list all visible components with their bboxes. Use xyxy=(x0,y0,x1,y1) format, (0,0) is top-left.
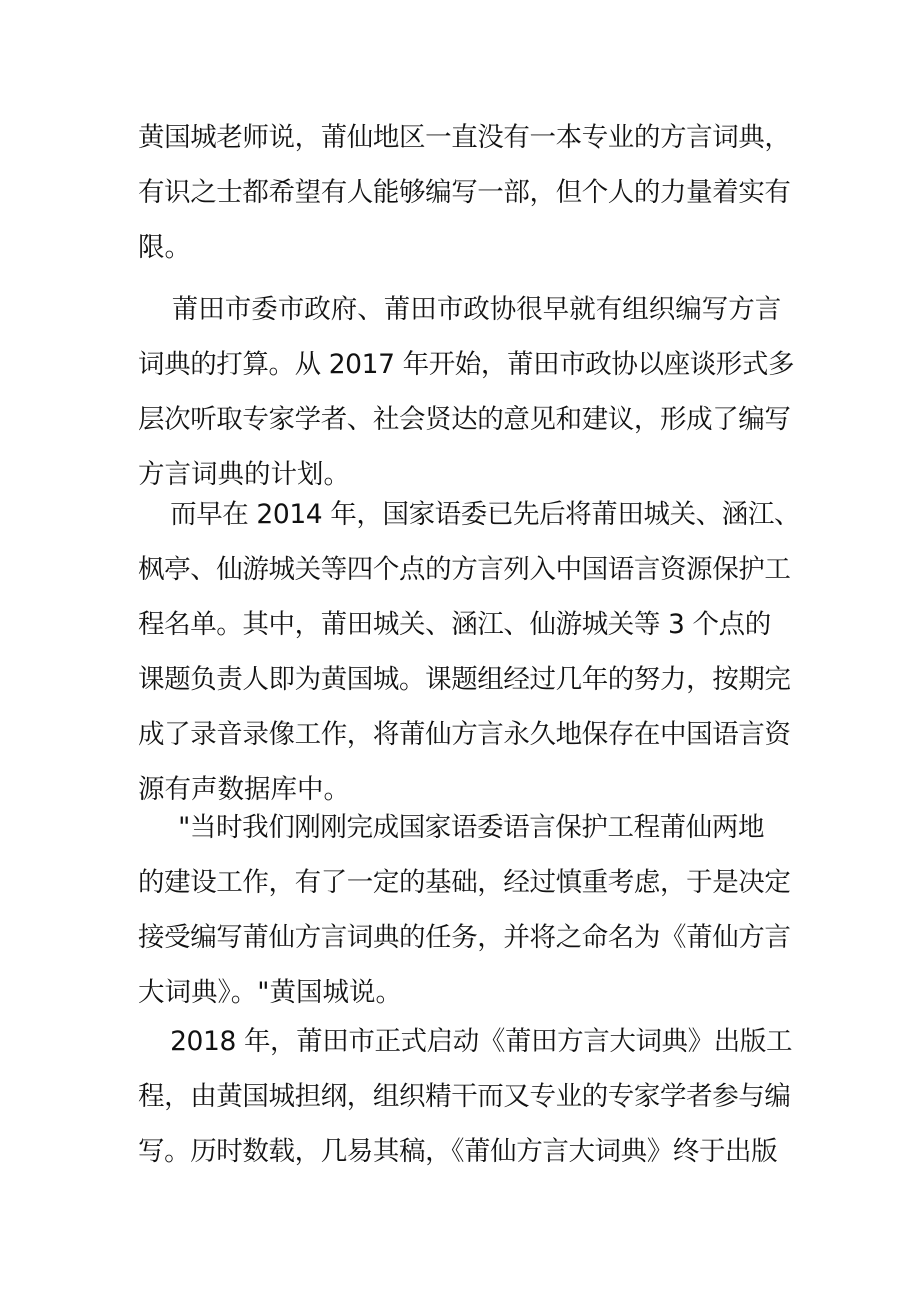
text-line: 层次听取专家学者、社会贤达的意见和建议，形成了编写 xyxy=(138,404,791,435)
text-line: 接受编写莆仙方言词典的任务，并将之命名为《莆仙方言 xyxy=(138,922,791,953)
text-line: 词典的打算。从 2017 年开始，莆田市政协以座谈形式多 xyxy=(138,349,795,380)
paragraph-1 xyxy=(138,110,818,275)
text-line: 限。 xyxy=(138,232,191,263)
text-line: 莆田市委市政府、莆田市政协很早就有组织编写方言 xyxy=(138,294,782,325)
text-line: 大词典》。"黄国城说。 xyxy=(138,977,402,1008)
text-line: 的建设工作，有了一定的基础，经过慎重考虑，于是决定 xyxy=(138,867,791,898)
text-line: 方言词典的计划。 xyxy=(138,459,350,490)
text-line: 程，由黄国城担纲，组织精干而又专业的专家学者参与编 xyxy=(138,1081,791,1112)
text-line: 2018 年，莆田市正式启动《莆田方言大词典》出版工 xyxy=(138,1026,793,1057)
text-line: 课题负责人即为黄国城。课题组经过几年的努力，按期完 xyxy=(138,664,791,695)
text-line: 成了录音录像工作，将莆仙方言永久地保存在中国语言资 xyxy=(138,719,791,750)
text-line: 源有声数据库中。 xyxy=(138,774,350,805)
paragraph-5 xyxy=(138,1014,818,1179)
text-line: 程名单。其中，莆田城关、涵江、仙游城关等 3 个点的 xyxy=(138,609,771,640)
text-line: 有识之士都希望有人能够编写一部，但个人的力量着实有 xyxy=(138,177,791,208)
text-line: "当时我们刚刚完成国家语委语言保护工程莆仙两地 xyxy=(138,812,765,843)
text-line: 枫亭、仙游城关等四个点的方言列入中国语言资源保护工 xyxy=(138,554,791,585)
text-line: 而早在 2014 年，国家语委已先后将莆田城关、涵江、 xyxy=(138,499,801,530)
text-line: 黄国城老师说，莆仙地区一直没有一本专业的方言词典， xyxy=(138,122,791,153)
paragraph-2 xyxy=(138,282,818,502)
text-line: 写。历时数载，几易其稿，《莆仙方言大词典》终于出版 xyxy=(138,1136,778,1167)
paragraph-4 xyxy=(138,800,818,1020)
paragraph-3 xyxy=(138,487,818,817)
